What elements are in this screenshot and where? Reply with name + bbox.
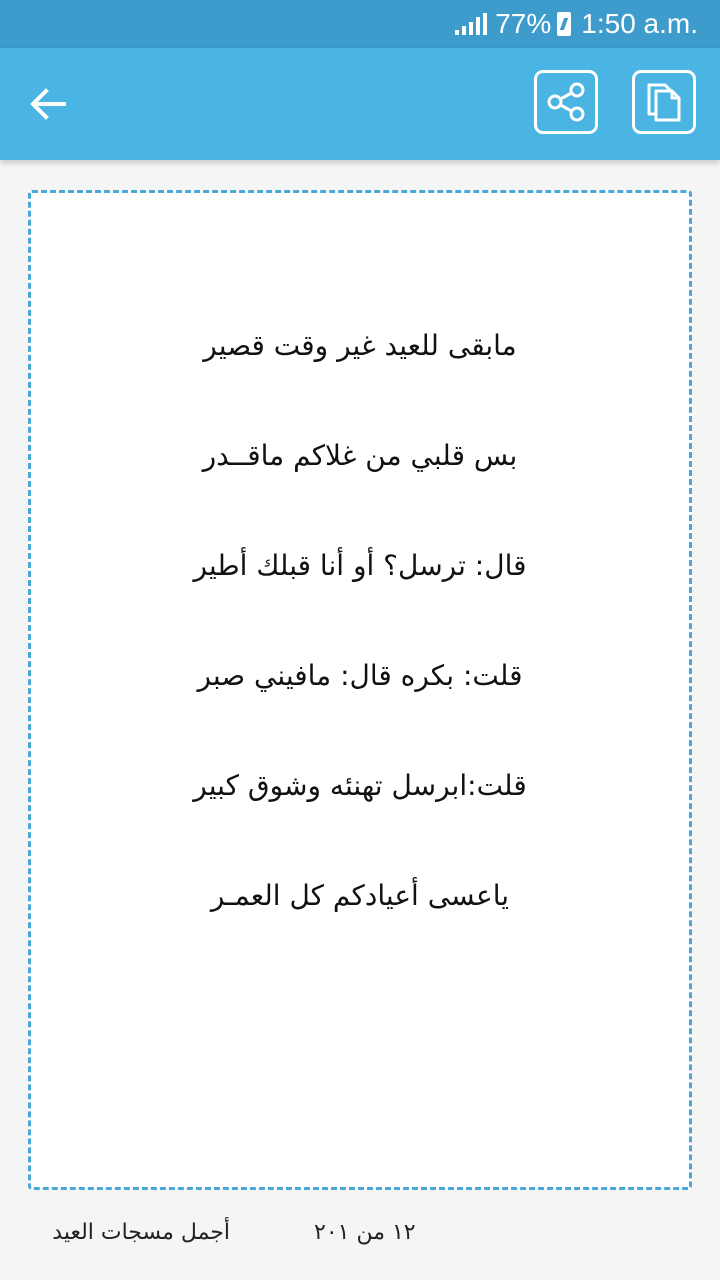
message-line: قال: ترسل؟ أو أنا قبلك أطير <box>193 549 527 582</box>
signal-icon <box>455 13 487 35</box>
message-line: مابقى للعيد غير وقت قصير <box>203 329 517 362</box>
message-line: قلت: بكره قال: مافيني صبر <box>197 659 523 692</box>
message-line: ياعسى أعيادكم كل العمـر <box>210 879 510 912</box>
copy-icon <box>641 79 687 125</box>
app-bar <box>0 48 720 160</box>
share-icon <box>543 79 589 125</box>
app-name: أجمل مسجات العيد <box>52 1220 230 1245</box>
share-button[interactable] <box>534 70 598 134</box>
message-card <box>28 190 692 1190</box>
back-arrow-icon <box>24 82 72 126</box>
copy-button[interactable] <box>632 70 696 134</box>
footer <box>0 1212 720 1262</box>
battery-percent: 77% <box>495 8 552 39</box>
clock: 1:50 a.m. <box>581 8 698 39</box>
back-button[interactable] <box>24 82 72 126</box>
message-counter: ١٢ من ٢٠١ <box>314 1220 416 1245</box>
message-text[interactable] <box>31 263 689 978</box>
status-bar <box>0 0 720 48</box>
message-line: بس قلبي من غلاكم ماقــدر <box>202 439 518 472</box>
message-line: قلت:ابرسل تهنئه وشوق كبير <box>193 769 527 802</box>
battery-charging-icon <box>557 12 571 36</box>
